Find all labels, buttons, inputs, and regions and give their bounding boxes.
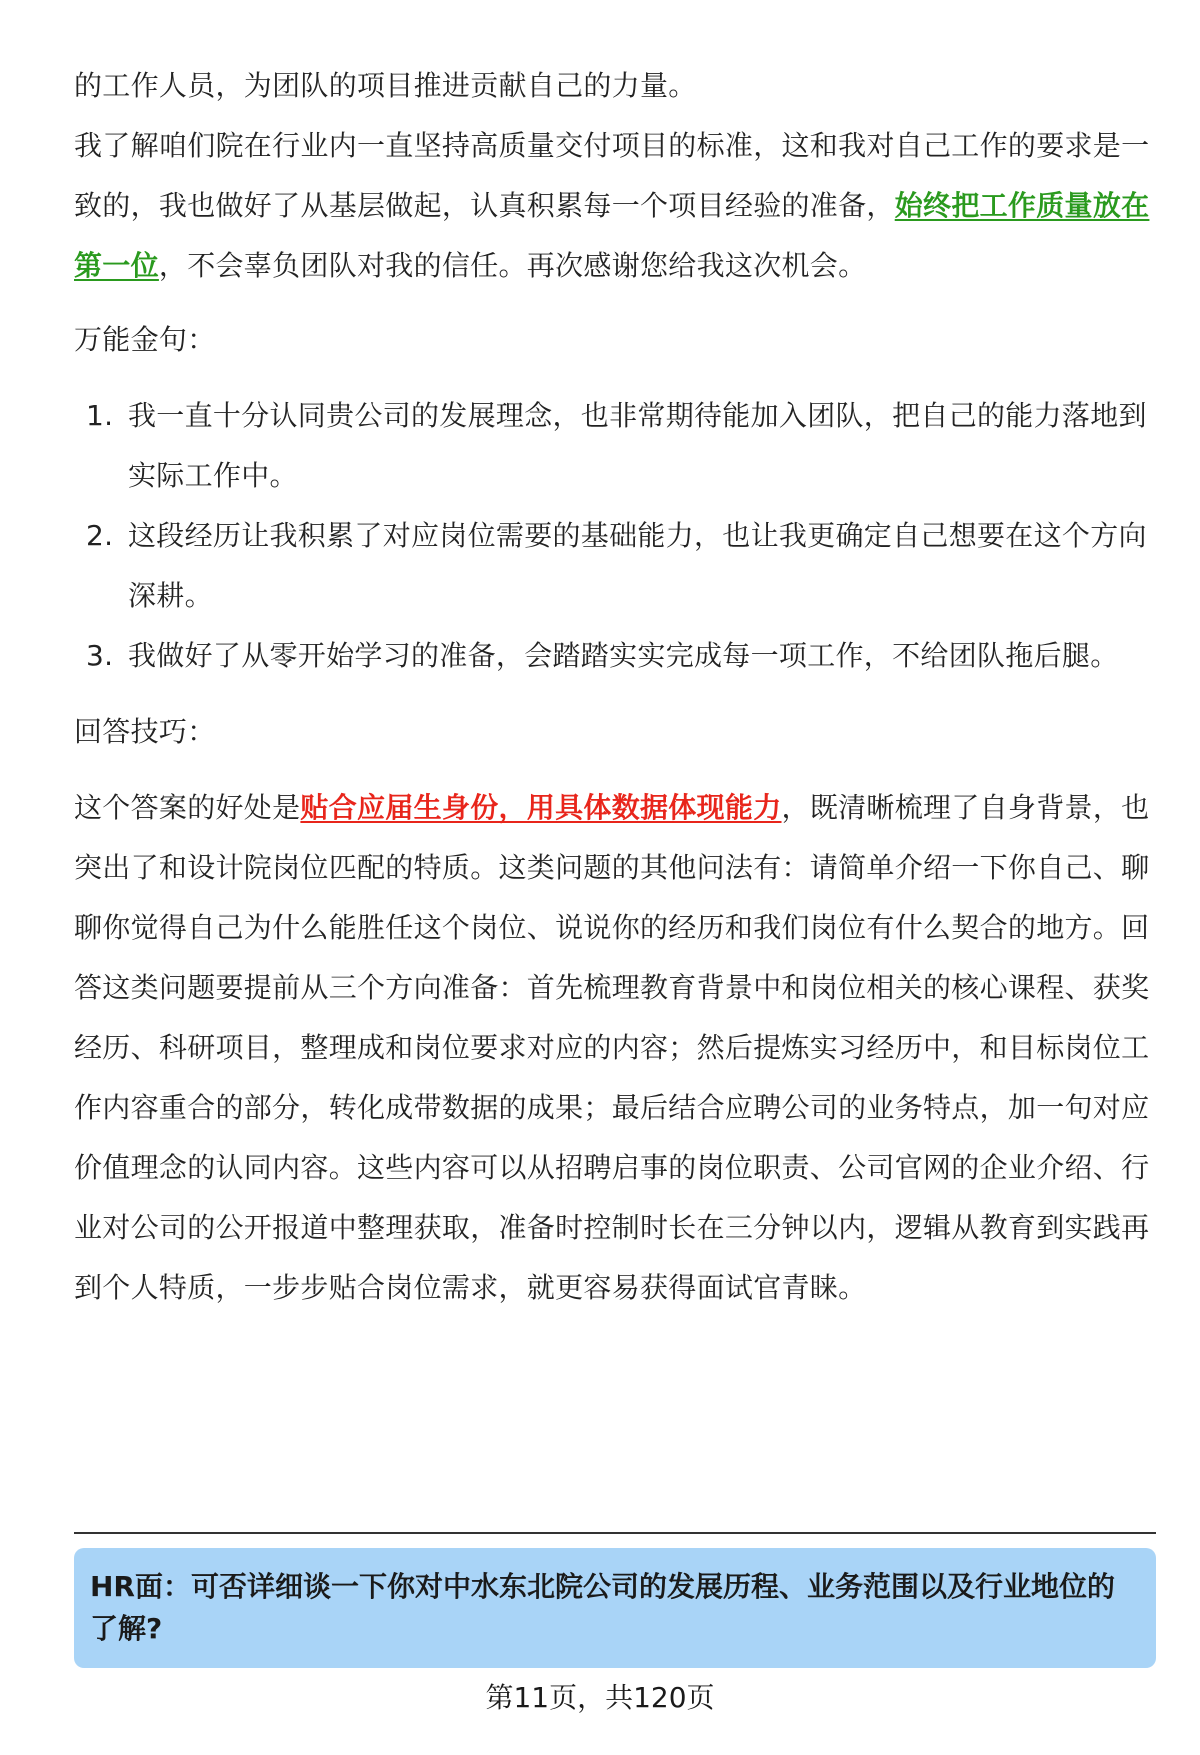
list-item <box>74 386 1154 506</box>
intro-line: 的工作人员，为团队的项目推进贡献自己的力量。 <box>74 69 697 102</box>
list-item-number: 1. <box>86 399 114 432</box>
list-item-text: 这段经历让我积累了对应岗位需要的基础能力，也让我更确定自己想要在这个方向深耕。 <box>128 519 1147 612</box>
golden-sentences-list <box>74 386 1154 686</box>
intro-text-b: ，不会辜负团队对我的信任。再次感谢您给我这次机会。 <box>158 249 867 282</box>
tips-label: 回答技巧： <box>74 715 216 748</box>
list-item-number: 2. <box>86 519 114 552</box>
tips-paragraph <box>74 778 1154 1318</box>
hr-question-box <box>74 1548 1156 1668</box>
hr-question-text: HR面：可否详细谈一下你对中水东北院公司的发展历程、业务范围以及行业地位的了解? <box>90 1570 1115 1645</box>
list-item-text: 我做好了从零开始学习的准备，会踏踏实实完成每一项工作，不给团队拖后腿。 <box>128 639 1119 672</box>
section-divider <box>74 1532 1156 1534</box>
golden-sentences-label: 万能金句： <box>74 323 216 356</box>
tips-text-b: ，既清晰梳理了自身背景，也突出了和设计院岗位匹配的特质。这类问题的其他问法有：请简单介绍一下你自己、聊聊你觉得自己为什么能胜任这个岗位、说说你的经历和我们岗位有什么契合的地方。回答这类问题要提前从三个方向准备：首先梳理教育背景中和岗位相关的核心课程、获奖经历、科研项目，整理成和岗位要求对应的内容；然后提炼实习经历中，和目标岗位工作内容重合的部分，转化成带数据的成果；最后结合应聘公司的业务特点，加一句对应价值理念的认同内容。这些内容可以从招聘启事的岗位职责、公司官网的企业介绍、行业对公司的公开报道中整理获取，准备时控制时长在三分钟以内，逻辑从教育到实践再到个人特质，一步步贴合岗位需求，就更容易获得面试官青睐。 <box>74 791 1150 1304</box>
red-highlight: 贴合应届生身份，用具体数据体现能力 <box>300 791 782 824</box>
page-number: 第11页，共120页 <box>485 1681 715 1714</box>
list-item <box>74 506 1154 626</box>
page-content <box>74 56 1154 1318</box>
intro-text-a: 我了解咱们院在行业内一直坚持高质量交付项目的标准，这和我对自己工作的要求是一致的，我也做好了从基层做起，认真积累每一个项目经验的准备， <box>74 129 1150 222</box>
intro-paragraph <box>74 116 1154 296</box>
list-item-text: 我一直十分认同贵公司的发展理念，也非常期待能加入团队，把自己的能力落地到实际工作中。 <box>128 399 1147 492</box>
tips-text-a: 这个答案的好处是 <box>74 791 301 824</box>
list-item-number: 3. <box>86 639 114 672</box>
list-item <box>74 626 1154 686</box>
green-highlight: 始终把工作质量放在第一位 <box>74 189 1150 282</box>
